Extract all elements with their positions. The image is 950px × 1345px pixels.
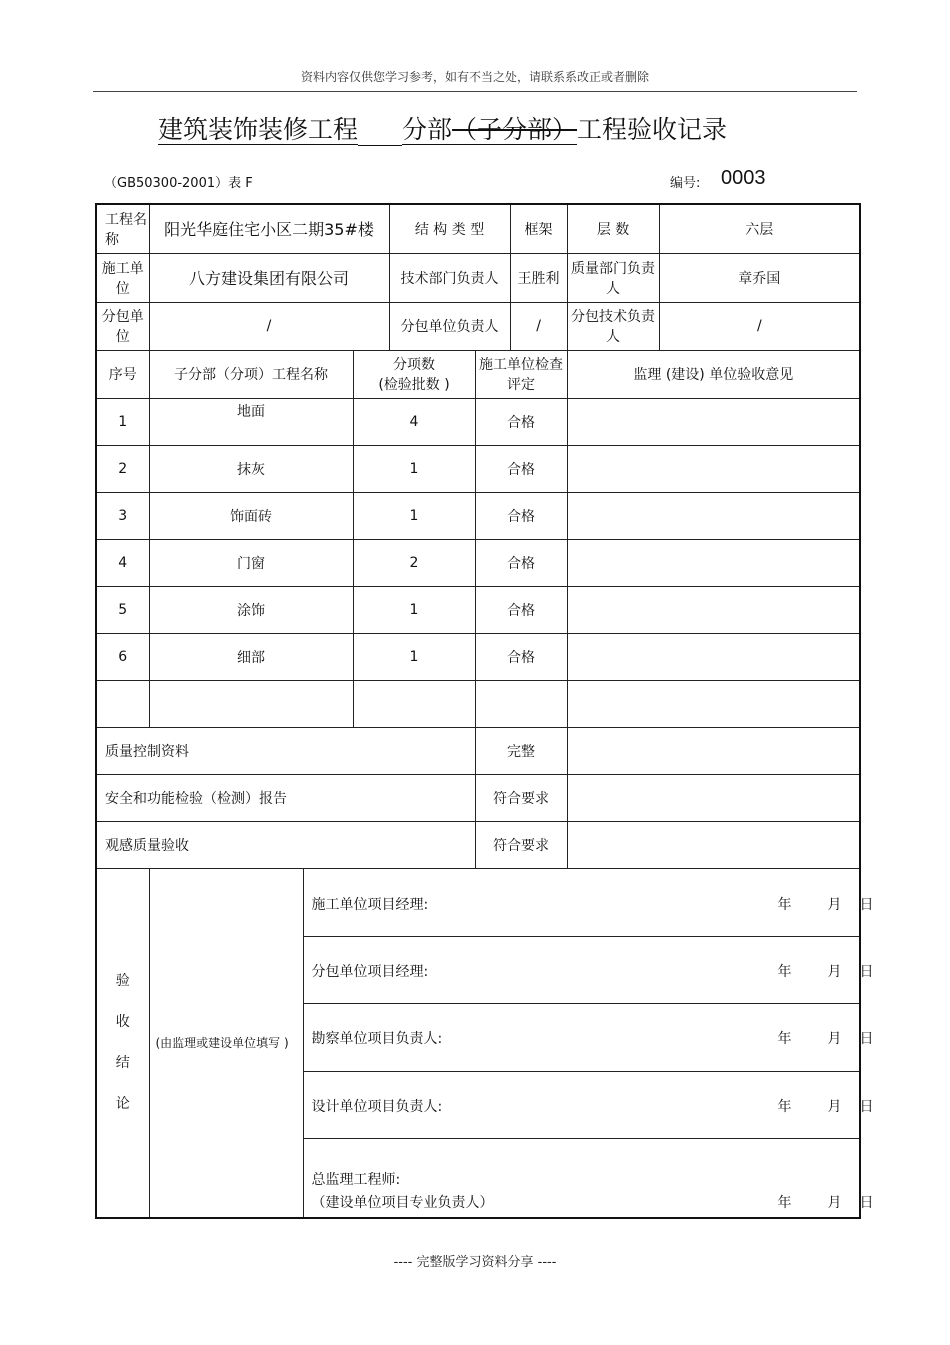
row-no: 1 bbox=[96, 398, 149, 445]
row-name: 涂饰 bbox=[149, 586, 353, 633]
signer-row bbox=[303, 868, 874, 936]
row-no: 2 bbox=[96, 445, 149, 492]
day-label: 日 bbox=[859, 896, 874, 913]
conclusion-note: (由监理或建设单位填写 ) bbox=[149, 868, 303, 1218]
row-eval: 合格 bbox=[475, 633, 567, 680]
project-name: 阳光华庭住宅小区二期35#楼 bbox=[149, 204, 389, 253]
header-note: 资料内容仅供您学习参考，如有不当之处，请联系系改正或者删除 bbox=[300, 70, 649, 84]
signer-label: 设计单位项目负责人: bbox=[311, 1098, 443, 1115]
contractor-label: 施工单位 bbox=[96, 253, 149, 302]
month-label: 月 bbox=[827, 1098, 842, 1115]
row-eval: 合格 bbox=[475, 586, 567, 633]
day-label: 日 bbox=[859, 1194, 874, 1211]
row-opinion bbox=[567, 539, 860, 586]
col-count-line1: 分项数 bbox=[393, 357, 436, 373]
row-opinion bbox=[567, 445, 860, 492]
col-count bbox=[353, 350, 475, 398]
col-name: 子分部（分项）工程名称 bbox=[149, 350, 353, 398]
title-blank bbox=[358, 117, 402, 146]
row-name: 饰面砖 bbox=[149, 492, 353, 539]
row-count: 2 bbox=[353, 539, 475, 586]
year-label: 年 bbox=[777, 896, 792, 913]
summary-label: 安全和功能检验（检测）报告 bbox=[96, 774, 475, 821]
row-count bbox=[353, 680, 475, 727]
signer-date bbox=[760, 1028, 874, 1048]
sub-tech-value: / bbox=[659, 302, 860, 350]
row-opinion bbox=[567, 398, 860, 445]
quality-head-value: 章乔国 bbox=[659, 253, 860, 302]
signer-label: 勘察单位项目负责人: bbox=[311, 1030, 443, 1047]
quality-head-label: 质量部门负责人 bbox=[567, 253, 659, 302]
structure-value: 框架 bbox=[510, 204, 567, 253]
summary-label: 观感质量验收 bbox=[96, 821, 475, 868]
row-eval: 合格 bbox=[475, 398, 567, 445]
summary-value: 符合要求 bbox=[475, 821, 567, 868]
row-name bbox=[149, 680, 353, 727]
code-value: 0003 bbox=[721, 167, 766, 189]
signer-label-2: （建设单位项目专业负责人） bbox=[311, 1194, 494, 1211]
signer-row bbox=[303, 1138, 874, 1218]
conclusion-char: 收 bbox=[115, 1013, 130, 1030]
year-label: 年 bbox=[777, 1030, 792, 1047]
year-label: 年 bbox=[777, 1194, 792, 1211]
col-eval: 施工单位检查评定 bbox=[475, 350, 567, 398]
row-eval: 合格 bbox=[475, 445, 567, 492]
col-count-line2: (检验批数 ) bbox=[378, 377, 450, 393]
row-name: 细部 bbox=[149, 633, 353, 680]
row-no bbox=[96, 680, 149, 727]
row-name: 门窗 bbox=[149, 539, 353, 586]
row-no: 5 bbox=[96, 586, 149, 633]
month-label: 月 bbox=[827, 1194, 842, 1211]
signer-label: 施工单位项目经理: bbox=[311, 896, 429, 913]
row-opinion bbox=[567, 633, 860, 680]
day-label: 日 bbox=[859, 963, 874, 980]
conclusion-char: 结 bbox=[115, 1054, 130, 1071]
signer-date bbox=[760, 1192, 874, 1212]
day-label: 日 bbox=[859, 1030, 874, 1047]
row-count: 1 bbox=[353, 445, 475, 492]
row-opinion bbox=[567, 680, 860, 727]
signer-date bbox=[760, 894, 874, 914]
sub-value: / bbox=[149, 302, 389, 350]
sub-head-label: 分包单位负责人 bbox=[389, 302, 510, 350]
title-part3: （子分部） bbox=[452, 115, 578, 144]
row-eval bbox=[475, 680, 567, 727]
row-opinion bbox=[567, 586, 860, 633]
header-rule bbox=[93, 91, 857, 92]
signer-date bbox=[760, 961, 874, 981]
footer-note: ---- 完整版学习资料分享 ---- bbox=[393, 1255, 557, 1270]
contractor-value: 八方建设集团有限公司 bbox=[149, 253, 389, 302]
summary-opinion bbox=[567, 727, 860, 774]
conclusion-char: 论 bbox=[115, 1095, 130, 1112]
sub-label: 分包单位 bbox=[96, 302, 149, 350]
standard-ref: （GB50300-2001）表 F bbox=[104, 176, 253, 191]
signer-date bbox=[760, 1096, 874, 1116]
row-no: 3 bbox=[96, 492, 149, 539]
day-label: 日 bbox=[859, 1098, 874, 1115]
row-count: 1 bbox=[353, 633, 475, 680]
row-eval: 合格 bbox=[475, 539, 567, 586]
code-label: 编号: bbox=[670, 176, 701, 191]
sub-head-value: / bbox=[510, 302, 567, 350]
summary-opinion bbox=[567, 821, 860, 868]
month-label: 月 bbox=[827, 1030, 842, 1047]
floors-value: 六层 bbox=[659, 204, 860, 253]
month-label: 月 bbox=[827, 896, 842, 913]
col-opinion: 监理 (建设) 单位验收意见 bbox=[567, 350, 860, 398]
project-name-label: 工程名称 bbox=[96, 204, 149, 253]
tech-head-value: 王胜利 bbox=[510, 253, 567, 302]
signer-label: 分包单位项目经理: bbox=[311, 963, 429, 980]
tech-head-label: 技术部门负责人 bbox=[389, 253, 510, 302]
floors-label: 层 数 bbox=[567, 204, 659, 253]
form-title bbox=[158, 110, 727, 146]
row-no: 4 bbox=[96, 539, 149, 586]
row-count: 1 bbox=[353, 586, 475, 633]
signer-label: 总监理工程师: bbox=[311, 1171, 401, 1188]
signer-row bbox=[303, 1071, 874, 1138]
signer-row bbox=[303, 1003, 874, 1071]
month-label: 月 bbox=[827, 963, 842, 980]
year-label: 年 bbox=[777, 963, 792, 980]
col-no: 序号 bbox=[96, 350, 149, 398]
summary-value: 完整 bbox=[475, 727, 567, 774]
title-part2: 分部 bbox=[402, 115, 453, 144]
row-eval: 合格 bbox=[475, 492, 567, 539]
row-count: 4 bbox=[353, 398, 475, 445]
summary-label: 质量控制资料 bbox=[96, 727, 475, 774]
title-part4: 工程验收记录 bbox=[577, 115, 728, 144]
structure-label: 结 构 类 型 bbox=[389, 204, 510, 253]
conclusion-vertical-label bbox=[96, 868, 149, 1218]
row-no: 6 bbox=[96, 633, 149, 680]
summary-value: 符合要求 bbox=[475, 774, 567, 821]
signer-row bbox=[303, 936, 874, 1003]
row-name: 抹灰 bbox=[149, 445, 353, 492]
row-count: 1 bbox=[353, 492, 475, 539]
sub-tech-label: 分包技术负责人 bbox=[567, 302, 659, 350]
title-part1: 建筑装饰装修工程 bbox=[158, 115, 359, 144]
acceptance-table bbox=[95, 203, 874, 1219]
year-label: 年 bbox=[777, 1098, 792, 1115]
conclusion-char: 验 bbox=[115, 972, 130, 989]
row-opinion bbox=[567, 492, 860, 539]
row-name: 地面 bbox=[149, 398, 353, 445]
summary-opinion bbox=[567, 774, 860, 821]
